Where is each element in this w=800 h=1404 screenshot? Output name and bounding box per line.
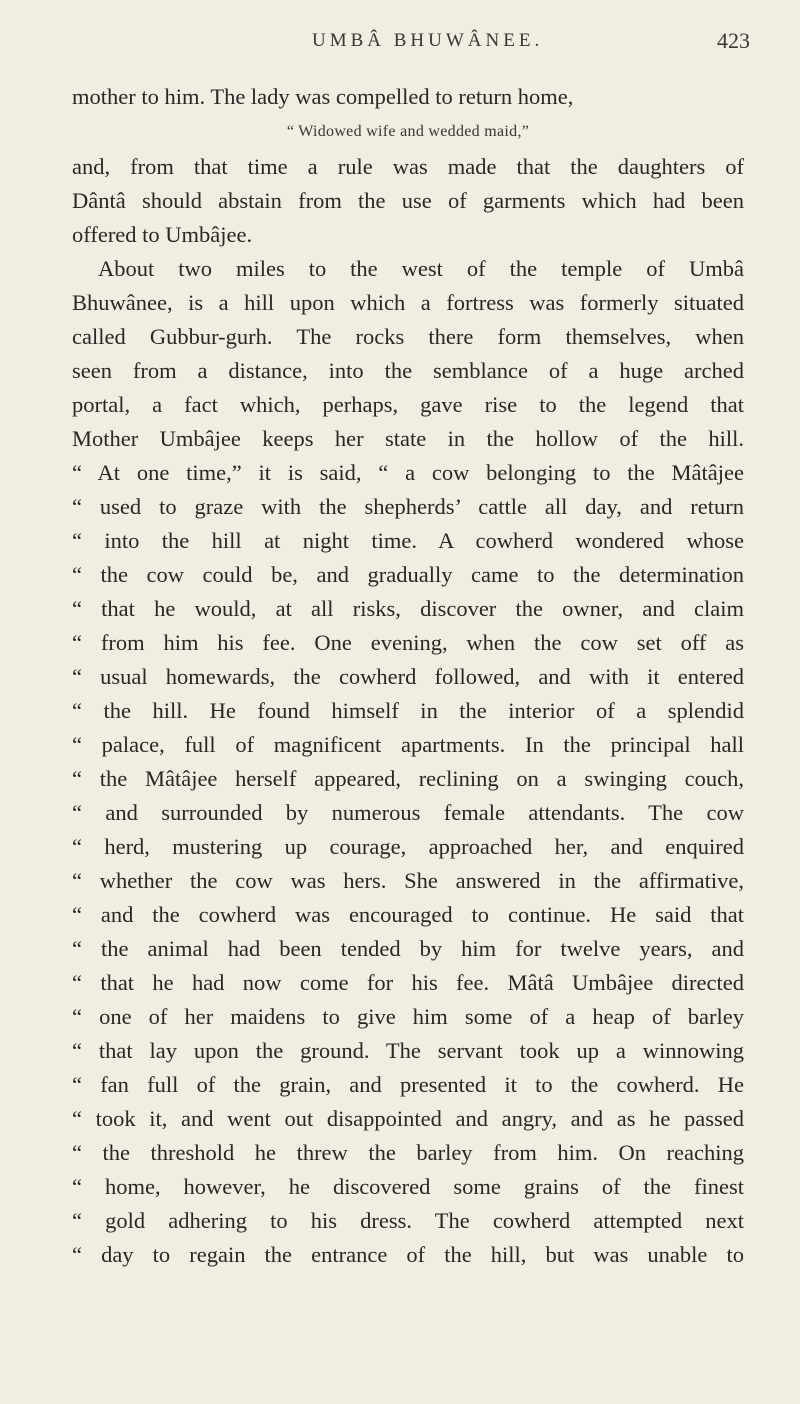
text-line: “ the cow could be, and gradually came to the determination [72, 562, 744, 587]
text-line: “ At one time,” it is said, “ a cow belonging to the Mâtâjee [72, 460, 744, 485]
text-line: “ the hill. He found himself in the interior of a splendid [72, 698, 744, 723]
text-line: “ into the hill at night time. A cowherd wondered whose [72, 528, 744, 553]
text-line: “ usual homewards, the cowherd followed, and with it entered [72, 664, 744, 689]
text-line: “ the threshold he threw the barley from him. On reaching [72, 1140, 744, 1165]
text-line: “ whether the cow was hers. She answered in the affirmative, [72, 868, 744, 893]
text-line: “ fan full of the grain, and presented it to the cowherd. He [72, 1072, 744, 1097]
text-line: mother to him. The lady was compelled to return home, [72, 84, 574, 109]
text-line: offered to Umbâjee. [72, 222, 253, 247]
text-line: “ and surrounded by numerous female attendants. The cow [72, 800, 744, 825]
text-line: “ that lay upon the ground. The servant took up a winnowing [72, 1038, 744, 1063]
text-line: Bhuwânee, is a hill upon which a fortress was formerly situated [72, 290, 744, 315]
body-text [72, 80, 744, 1272]
text-line: “ from him his fee. One evening, when the cow set off as [72, 630, 744, 655]
text-line: “ one of her maidens to give him some of a heap of barley [72, 1004, 744, 1029]
text-line: “ that he had now come for his fee. Mâtâ Umbâjee directed [72, 970, 744, 995]
text-line: portal, a fact which, perhaps, gave rise to the legend that [72, 392, 744, 417]
text-line: called Gubbur-gurh. The rocks there form themselves, when [72, 324, 744, 349]
text-line: “ gold adhering to his dress. The cowherd attempted next [72, 1208, 744, 1233]
text-line: “ took it, and went out disappointed and angry, and as he passed [72, 1106, 744, 1131]
text-line: Dântâ should abstain from the use of garments which had been [72, 188, 744, 213]
text-line: “ and the cowherd was encouraged to continue. He said that [72, 902, 744, 927]
text-line: “ the animal had been tended by him for twelve years, and [72, 936, 744, 961]
text-line: and, from that time a rule was made that the daughters of [72, 154, 744, 179]
text-line: “ day to regain the entrance of the hill, but was unable to [72, 1242, 744, 1267]
text-line: “ herd, mustering up courage, approached her, and enquired [72, 834, 744, 859]
text-line: “ used to graze with the shepherds’ cattle all day, and return [72, 494, 744, 519]
text-line: “ that he would, at all risks, discover the owner, and claim [72, 596, 744, 621]
text-line: “ palace, full of magnificent apartments. In the principal hall [72, 732, 744, 757]
running-title: UMBÂ BHUWÂNEE. [312, 30, 544, 51]
page-number: 423 [717, 28, 750, 53]
verse-quote: “ Widowed wife and wedded maid,” [286, 123, 530, 140]
text-line: Mother Umbâjee keeps her state in the hollow of the hill. [72, 426, 744, 451]
text-line: About two miles to the west of the temple of Umbâ [98, 256, 744, 281]
text-line: “ the Mâtâjee herself appeared, reclining on a swinging couch, [72, 766, 744, 791]
text-line: “ home, however, he discovered some grains of the finest [72, 1174, 744, 1199]
page-header [0, 26, 800, 66]
text-line: seen from a distance, into the semblance of a huge arched [72, 358, 744, 383]
